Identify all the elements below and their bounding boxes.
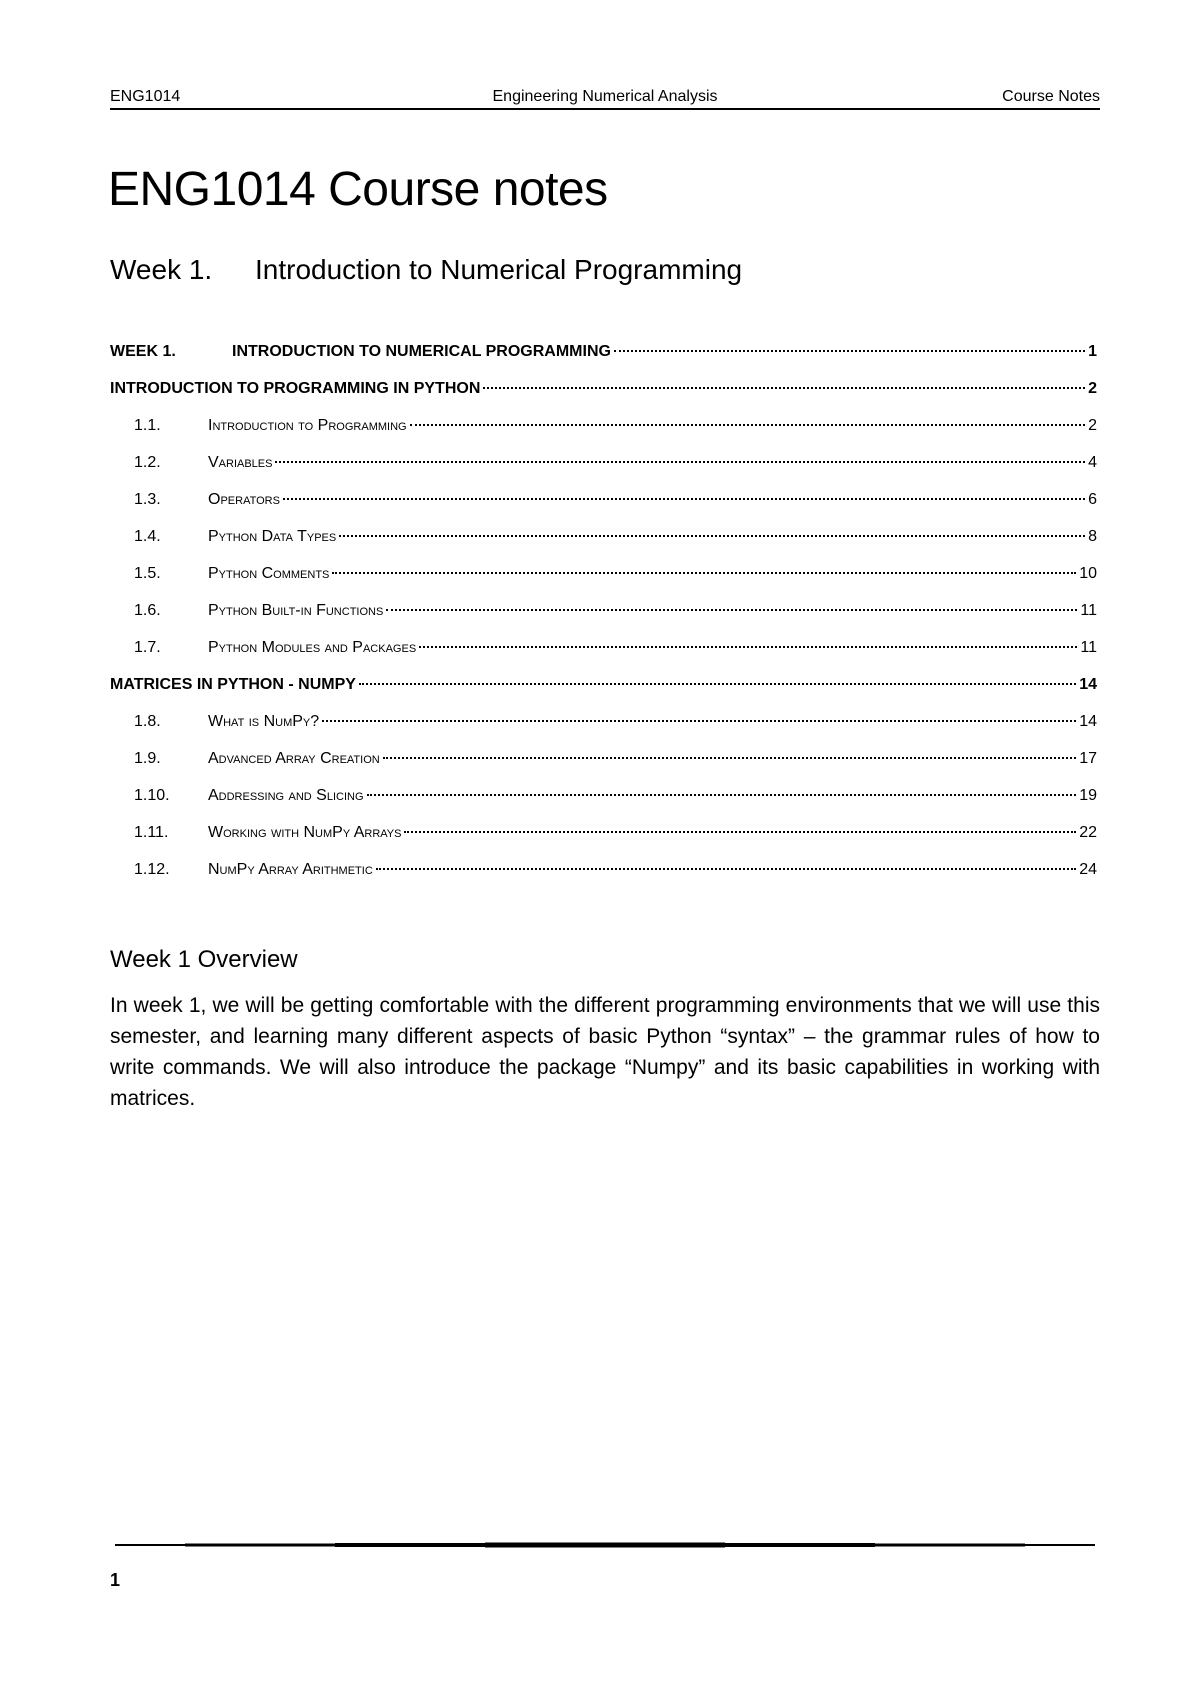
footer-rule (115, 1540, 1095, 1550)
toc-entry-title: INTRODUCTION TO PROGRAMMING IN PYTHON (110, 380, 481, 397)
toc-entry-title: Working with NumPy Arrays (208, 824, 402, 841)
toc-entry-number: 1.9. (134, 750, 161, 767)
toc-entry-number: 1.11. (134, 824, 169, 841)
toc-entry[interactable] (110, 676, 1097, 713)
toc-dot-leader (614, 350, 1085, 352)
toc-entry-number: WEEK 1. (110, 343, 176, 360)
header-doc-type: Course Notes (1002, 88, 1100, 105)
toc-entry[interactable] (110, 528, 1097, 565)
toc-dot-leader (376, 868, 1076, 870)
page-number: 1 (110, 1570, 121, 1590)
toc-entry-title: Addressing and Slicing (208, 787, 364, 804)
toc-entry[interactable] (110, 602, 1097, 639)
toc-entry[interactable] (110, 861, 1097, 898)
toc-entry-number: 1.1. (134, 417, 161, 434)
toc-entry-title: Python Comments (208, 565, 330, 582)
toc-dot-leader (383, 757, 1077, 759)
toc-entry[interactable] (110, 380, 1097, 417)
toc-entry[interactable] (110, 565, 1097, 602)
toc-entry-title: Variables (208, 454, 273, 471)
toc-entry-page: 14 (1079, 676, 1097, 693)
toc-entry-page: 8 (1088, 528, 1097, 545)
toc-dot-leader (332, 572, 1076, 574)
toc-dot-leader (410, 424, 1086, 426)
toc-entry-number: 1.5. (134, 565, 161, 582)
week-heading-title: Introduction to Numerical Programming (255, 254, 743, 285)
toc-dot-leader (359, 683, 1076, 685)
toc-entry-number: 1.2. (134, 454, 161, 471)
toc-entry[interactable] (110, 454, 1097, 491)
toc-entry-title: Introduction to Programming (208, 417, 407, 434)
toc-dot-leader (419, 646, 1077, 648)
toc-entry-number: 1.6. (134, 602, 161, 619)
overview-paragraph: In week 1, we will be getting comfortable with the different programming environments that we will use this semester, and learning many different aspects of basic Python “syntax” – the grammar rules of how to write commands. We will also introduce the package “Numpy” and its basic capabilities in working with matrices. (110, 994, 1100, 1110)
toc-entry-page: 19 (1079, 787, 1097, 804)
toc-entry-title: INTRODUCTION TO NUMERICAL PROGRAMMING (232, 343, 611, 360)
table-of-contents (110, 343, 1097, 898)
toc-entry[interactable] (110, 787, 1097, 824)
document-title: ENG1014 Course notes (108, 163, 608, 216)
toc-entry-page: 22 (1079, 824, 1097, 841)
toc-entry-page: 2 (1088, 380, 1097, 397)
toc-dot-leader (386, 609, 1077, 611)
week-heading-number: Week 1. (110, 254, 213, 285)
toc-entry-page: 10 (1079, 565, 1097, 582)
toc-entry-page: 4 (1088, 454, 1097, 471)
toc-entry[interactable] (110, 343, 1097, 380)
toc-entry-number: 1.8. (134, 713, 161, 730)
toc-entry-number: 1.7. (134, 639, 161, 656)
toc-entry-page: 11 (1080, 639, 1097, 656)
toc-dot-leader (339, 535, 1085, 537)
toc-entry-page: 6 (1088, 491, 1097, 508)
toc-entry-page: 1 (1088, 343, 1097, 360)
toc-entry-title: Python Built-in Functions (208, 602, 384, 619)
toc-entry-title: What is NumPy? (208, 713, 320, 730)
toc-entry-page: 2 (1088, 417, 1097, 434)
toc-dot-leader (275, 461, 1085, 463)
toc-entry[interactable] (110, 824, 1097, 861)
toc-dot-leader (283, 498, 1085, 500)
toc-entry-title: Operators (208, 491, 280, 508)
toc-entry[interactable] (110, 750, 1097, 787)
toc-entry-title: Python Data Types (208, 528, 337, 545)
header-course-code: ENG1014 (110, 88, 181, 105)
toc-entry-page: 24 (1079, 861, 1097, 878)
toc-entry-number: 1.4. (134, 528, 161, 545)
toc-dot-leader (367, 794, 1077, 796)
toc-entry[interactable] (110, 713, 1097, 750)
toc-entry[interactable] (110, 417, 1097, 454)
toc-entry-title: NumPy Array Arithmetic (208, 861, 373, 878)
toc-dot-leader (322, 720, 1076, 722)
toc-entry-page: 17 (1079, 750, 1097, 767)
toc-entry-title: MATRICES IN PYTHON - NUMPY (110, 676, 356, 693)
toc-entry[interactable] (110, 639, 1097, 676)
running-header (110, 84, 1100, 110)
toc-entry[interactable] (110, 491, 1097, 528)
toc-entry-page: 11 (1080, 602, 1097, 619)
week-heading (110, 254, 742, 286)
toc-entry-title: Python Modules and Packages (208, 639, 417, 656)
toc-dot-leader (404, 831, 1076, 833)
toc-entry-number: 1.3. (134, 491, 161, 508)
header-course-name: Engineering Numerical Analysis (492, 88, 718, 105)
toc-entry-page: 14 (1079, 713, 1097, 730)
toc-entry-number: 1.10. (134, 787, 170, 804)
overview-heading: Week 1 Overview (110, 946, 298, 973)
toc-entry-number: 1.12. (134, 861, 170, 878)
toc-dot-leader (483, 387, 1085, 389)
toc-entry-title: Advanced Array Creation (208, 750, 380, 767)
